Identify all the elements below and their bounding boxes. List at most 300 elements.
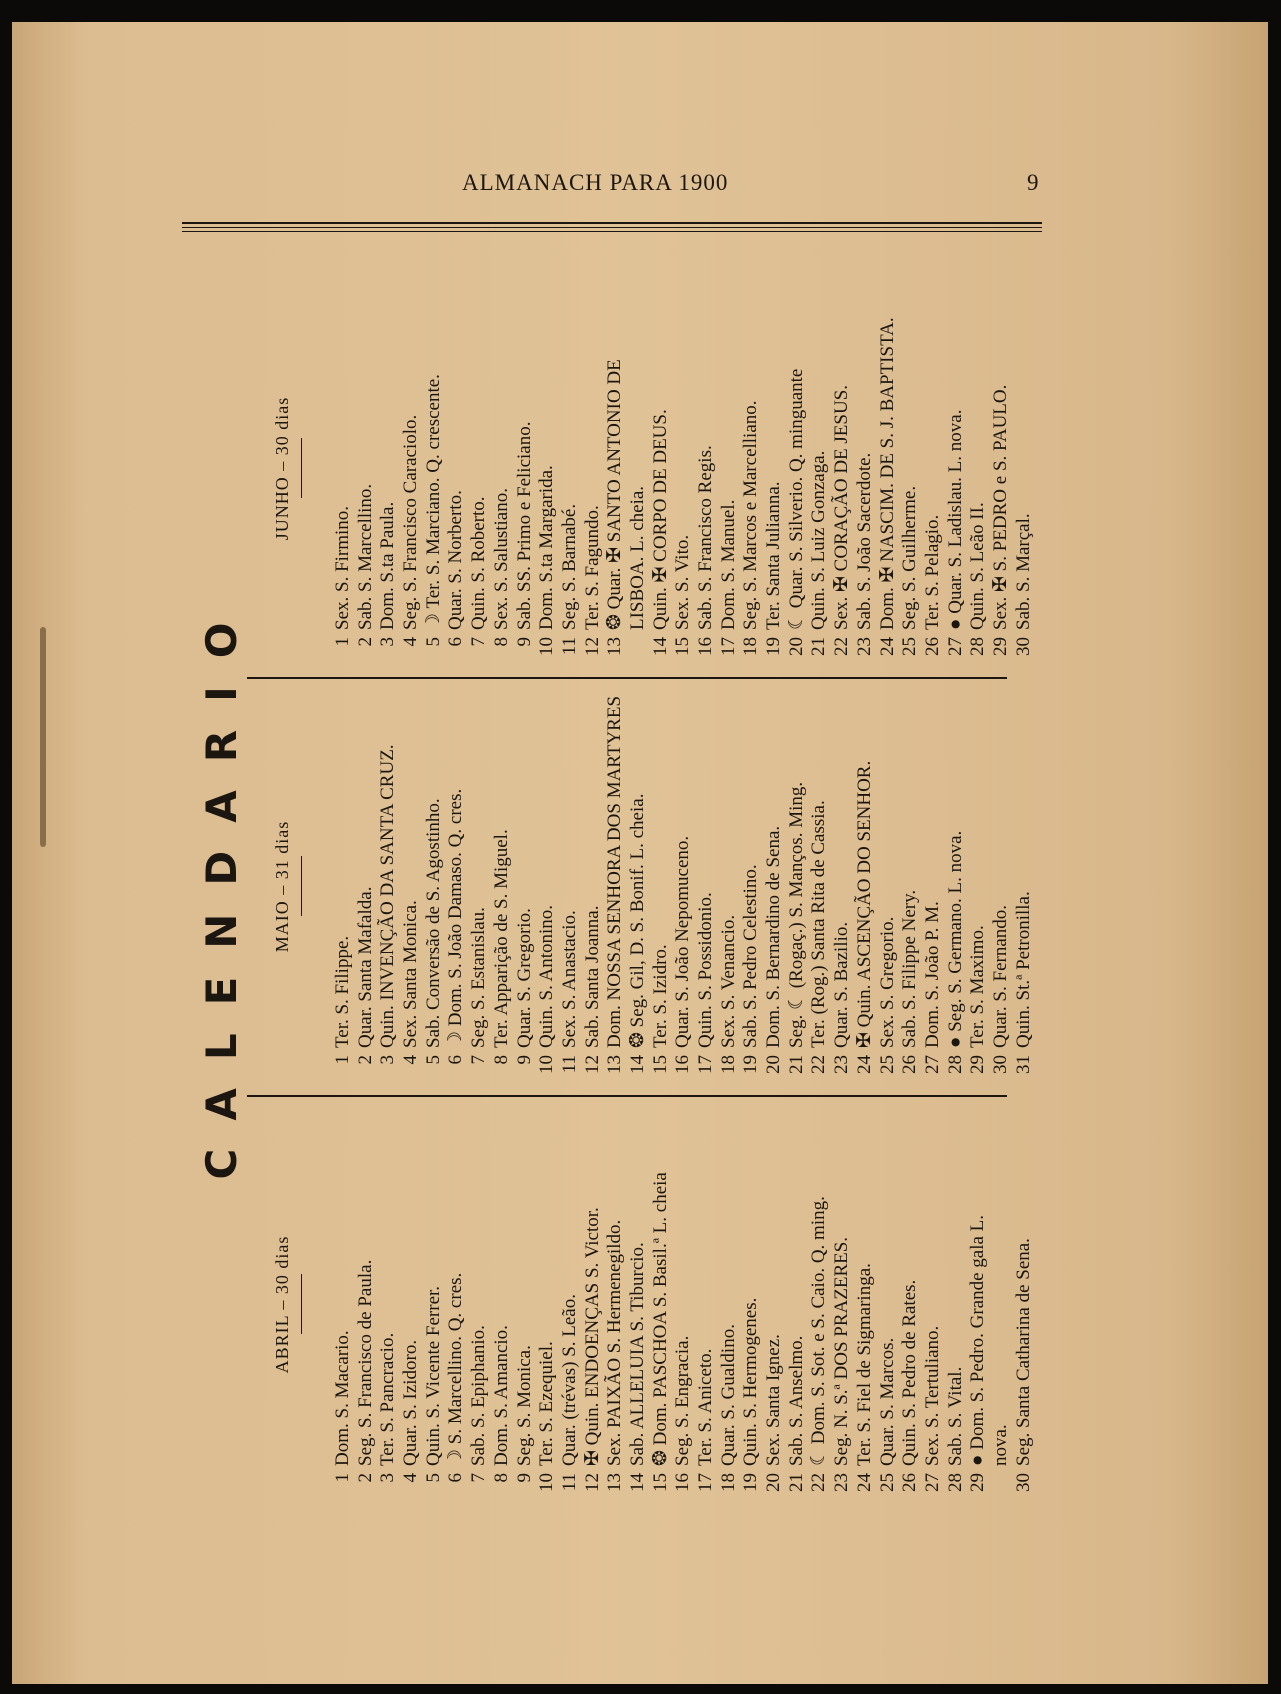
day-entry: Sex. ✠ S. PEDRO e S. PAULO.	[989, 384, 1011, 630]
day-row	[967, 684, 990, 1089]
day-list	[332, 266, 1035, 671]
day-entry: ❂ Seg. Gil, D. S. Bonif. L. cheia.	[626, 793, 648, 1048]
day-entry: Quar. S. Gualdino.	[717, 1324, 739, 1466]
day-number: 4	[400, 1055, 422, 1065]
day-number: 8	[490, 1473, 512, 1483]
day-number: 19	[740, 1055, 762, 1074]
heading-dash	[301, 439, 302, 499]
day-row	[967, 1102, 990, 1507]
day-number: 17	[695, 1473, 716, 1492]
day-entry: Quar. S. Norberto.	[445, 490, 467, 630]
day-entry: ☽ Dom. S. João Damaso. Q. cres.	[445, 788, 467, 1048]
month-name: MAIO – 31 dias	[272, 820, 292, 953]
day-row	[627, 1102, 650, 1507]
calendar-block	[187, 262, 1034, 1512]
day-entry: Sab. S. Filippe Nery.	[899, 889, 921, 1048]
day-row	[468, 1102, 491, 1507]
day-entry: Ter. S. Pelagio.	[921, 514, 943, 630]
month-column-maio	[272, 684, 1034, 1089]
day-row	[945, 1102, 968, 1507]
day-number: 20	[763, 1055, 785, 1074]
day-number: 25	[876, 1055, 898, 1074]
month-name: JUNHO – 30 dias	[272, 396, 292, 541]
day-number: 30	[1012, 1473, 1034, 1492]
day-entry: Sab. S. Francisco Regis.	[695, 445, 716, 630]
day-number: 24	[853, 1055, 875, 1074]
day-entry: Ter. S. Fagundo.	[581, 505, 603, 630]
day-number: 9	[513, 1055, 535, 1065]
day-entry: Seg. N. S.ª DOS PRAZERES.	[831, 1236, 853, 1466]
day-entry: Quin. S. Vicente Ferrer.	[422, 1285, 444, 1466]
day-row	[877, 684, 900, 1089]
day-entry: Dom. S. João P. M.	[921, 901, 943, 1048]
day-entry: Dom. NOSSA SENHORA DOS MARTYRES	[604, 695, 626, 1048]
day-number: 30	[989, 1055, 1011, 1074]
day-number: 13	[604, 1473, 626, 1492]
day-entry: Ter. S. Aniceto.	[695, 1348, 716, 1466]
day-row	[695, 684, 718, 1089]
day-number: 30	[1012, 637, 1034, 656]
day-row	[922, 684, 945, 1089]
day-row	[695, 1102, 718, 1507]
day-entry: Quar. S. Fernando.	[989, 904, 1011, 1048]
day-row	[650, 1102, 673, 1507]
day-row	[423, 1102, 446, 1507]
month-heading	[272, 1102, 332, 1507]
day-number: 10	[536, 1055, 558, 1074]
day-number: 20	[763, 1473, 785, 1492]
month-name: ABRIL – 30 dias	[272, 1235, 292, 1374]
day-row	[945, 684, 968, 1089]
day-number: 23	[831, 1055, 853, 1074]
day-row	[355, 684, 378, 1089]
day-row	[808, 684, 831, 1089]
day-row	[559, 1102, 582, 1507]
day-list	[332, 684, 1035, 1089]
day-entry: Ter. S. Fiel de Sigmaringa.	[853, 1263, 875, 1466]
day-entry: Ter. S. Ezequiel.	[536, 1341, 558, 1466]
day-entry: Quin. ✠ CORPO DE DEUS.	[649, 409, 671, 630]
header-rule	[182, 222, 1042, 224]
day-row	[536, 1102, 559, 1507]
day-entry: Quin. S. Roberto.	[468, 496, 490, 630]
day-list	[332, 1102, 1035, 1507]
day-entry: Seg. S. Barnabé.	[558, 503, 580, 630]
day-row	[377, 1102, 400, 1507]
day-row	[423, 266, 446, 671]
day-row	[445, 266, 468, 671]
day-number: 2	[354, 1055, 376, 1065]
day-row	[582, 266, 605, 671]
day-entry: Quar. S. Gregorio.	[513, 908, 535, 1048]
day-number: 4	[400, 1473, 422, 1483]
day-row	[718, 684, 741, 1089]
day-row	[355, 1102, 378, 1507]
month-column-junho	[272, 266, 1034, 671]
day-entry: Sab. S. Anselmo.	[785, 1335, 807, 1466]
day-row	[377, 266, 400, 671]
day-row	[514, 684, 537, 1089]
day-row	[786, 1102, 809, 1507]
day-number: 26	[899, 1473, 921, 1492]
day-number: 27	[921, 1055, 943, 1074]
day-number: 6	[445, 637, 467, 647]
day-number: 19	[763, 637, 785, 656]
day-number: 9	[513, 1473, 535, 1483]
month-column-abril	[272, 1102, 1034, 1507]
day-entry: ❂ Dom. PASCHOA S. Basil.ª L. cheia	[649, 1172, 671, 1466]
day-number: 13	[604, 637, 626, 656]
day-entry: ☽ S. Marcellino. Q. cres.	[445, 1272, 467, 1466]
day-entry: nova.	[989, 1424, 1011, 1466]
day-entry: Sab. S. João Sacerdote.	[853, 452, 875, 630]
day-entry: Dom. S. Bernardino de Sena.	[763, 825, 785, 1048]
day-row	[967, 266, 990, 671]
day-row	[400, 684, 423, 1089]
day-row	[1013, 684, 1036, 1089]
day-entry: Sex. S. Venancio.	[717, 914, 739, 1048]
day-entry: Ter. S. Pancracio.	[377, 1332, 399, 1466]
running-title: ALMANACH PARA 1900	[462, 170, 729, 195]
day-row	[423, 684, 446, 1089]
day-row	[763, 684, 786, 1089]
day-entry: Ter. S. Filippe.	[332, 935, 353, 1048]
day-entry: Quin. S. Possidonio.	[695, 892, 716, 1048]
day-number: 15	[672, 637, 694, 656]
day-number: 3	[377, 1055, 399, 1065]
day-row	[831, 266, 854, 671]
day-entry: Ter. Apparição de S. Miguel.	[490, 829, 512, 1048]
day-row	[355, 266, 378, 671]
day-number: 16	[672, 1473, 694, 1492]
day-row	[582, 684, 605, 1089]
day-entry: Sab. Santa Joanna.	[581, 905, 603, 1048]
day-number: 25	[876, 1473, 898, 1492]
day-entry: Dom. S.ta Margarida.	[536, 465, 558, 630]
day-number: 28	[967, 637, 989, 656]
day-number: 13	[604, 1055, 626, 1074]
day-row	[491, 266, 514, 671]
day-number: 3	[377, 637, 399, 647]
day-entry: Dom. ✠ NASCIM. DE S. J. BAPTISTA.	[876, 317, 898, 630]
calendar-title: CALENDARIO	[197, 594, 246, 1180]
day-row	[808, 1102, 831, 1507]
day-entry: ✠ Quin. ASCENÇÃO DO SENHOR.	[853, 760, 875, 1048]
day-row	[740, 1102, 763, 1507]
day-number: 31	[1012, 1055, 1034, 1074]
day-entry: Quar. S. Bazilio.	[831, 921, 853, 1048]
day-row	[990, 684, 1013, 1089]
day-entry: Sex. S. Vito.	[672, 534, 694, 630]
day-row	[559, 684, 582, 1089]
day-row	[740, 266, 763, 671]
day-row	[650, 266, 673, 671]
day-entry: ● Quar. S. Ladislau. L. nova.	[944, 409, 966, 630]
day-entry: Sex. S. Anastacio.	[558, 910, 580, 1048]
day-number: 24	[876, 637, 898, 656]
day-row	[332, 1102, 355, 1507]
day-entry: Sab. S. Pedro Celestino.	[740, 864, 762, 1048]
day-row	[514, 266, 537, 671]
day-row	[763, 1102, 786, 1507]
day-number: 15	[649, 1473, 671, 1492]
day-number: 19	[740, 1473, 762, 1492]
day-number: 29	[967, 1473, 989, 1492]
day-row	[1013, 1102, 1036, 1507]
page-number: 9	[1027, 170, 1040, 195]
day-row	[718, 266, 741, 671]
day-row	[854, 684, 877, 1089]
day-entry: Sex. S. Tertuliano.	[921, 1325, 943, 1466]
day-number: 12	[581, 1473, 603, 1492]
day-row	[672, 684, 695, 1089]
day-number: 17	[717, 637, 739, 656]
day-number: 1	[332, 1473, 353, 1483]
day-entry: Sex. S. Firmino.	[332, 505, 353, 630]
day-row	[400, 266, 423, 671]
day-entry: Seg. ☾ (Rogaç.) S. Manços. Ming.	[785, 781, 807, 1048]
day-row	[672, 1102, 695, 1507]
day-row	[377, 684, 400, 1089]
day-entry: Quar. S. Marcos.	[876, 1337, 898, 1466]
day-entry: Sab. S. Epiphanio.	[468, 1325, 490, 1466]
day-entry: Quar. S. João Nepomuceno.	[672, 835, 694, 1048]
day-number: 21	[785, 1473, 807, 1492]
day-row	[854, 1102, 877, 1507]
day-number: 16	[695, 637, 716, 656]
day-row	[808, 266, 831, 671]
day-row	[491, 1102, 514, 1507]
month-heading	[272, 266, 332, 671]
day-row	[468, 266, 491, 671]
column-divider	[247, 677, 1007, 679]
day-number: 27	[921, 1473, 943, 1492]
day-entry: Quar. S. Izidoro.	[400, 1339, 422, 1466]
day-entry: Dom. S. Amancio.	[490, 1325, 512, 1466]
header-rule	[182, 231, 1042, 232]
day-number: 15	[649, 1055, 671, 1074]
day-row	[672, 266, 695, 671]
day-row	[922, 266, 945, 671]
day-entry: Quin. S. Luiz Gonzaga.	[808, 450, 830, 630]
day-entry: Quin. S. Hermogenes.	[740, 1297, 762, 1466]
day-row	[536, 266, 559, 671]
day-row	[445, 1102, 468, 1507]
day-entry: Quin. S. Pedro de Rates.	[899, 1279, 921, 1466]
day-number: 10	[536, 637, 558, 656]
day-row	[695, 266, 718, 671]
day-row	[514, 1102, 537, 1507]
day-entry: Dom. S. Macario.	[332, 1330, 353, 1466]
day-row	[990, 266, 1013, 671]
day-entry: ✠ Quin. ENDOENÇAS S. Victor.	[581, 1207, 603, 1466]
day-entry: Ter. S. Maximo.	[967, 925, 989, 1048]
heading-dash	[301, 1275, 302, 1335]
day-entry: ● Dom. S. Pedro. Grande gala L.	[967, 1214, 989, 1466]
day-entry: Ter. (Rog.) Santa Rita de Cassia.	[808, 800, 830, 1048]
day-number: 23	[831, 1473, 853, 1492]
day-row	[536, 684, 559, 1089]
binding-thread	[40, 627, 46, 847]
day-row	[786, 684, 809, 1089]
day-entry: Seg. S. Guilherme.	[899, 485, 921, 630]
day-number: 14	[649, 637, 671, 656]
day-row	[899, 1102, 922, 1507]
day-number: 2	[354, 637, 376, 647]
day-row	[763, 266, 786, 671]
day-number: 11	[558, 637, 580, 656]
day-row	[468, 684, 491, 1089]
day-entry: Sex. PAIXÃO S. Hermenegildo.	[604, 1219, 626, 1466]
day-number: 23	[853, 637, 875, 656]
day-number: 4	[400, 637, 422, 647]
day-entry: ● Seg. S. Germano. L. nova.	[944, 830, 966, 1048]
day-row	[604, 1102, 627, 1507]
day-row	[854, 266, 877, 671]
column-divider	[247, 1095, 1007, 1097]
day-number: 16	[672, 1055, 694, 1074]
day-number: 5	[422, 1055, 444, 1065]
day-entry: Quar. Santa Mafalda.	[354, 886, 376, 1048]
day-number: 14	[626, 1473, 648, 1492]
day-entry: Dom. S.ta Paula.	[377, 501, 399, 630]
day-entry: Seg. S. Estanislau.	[468, 907, 490, 1048]
day-entry: Seg. S. Francisco Caraciolo.	[400, 414, 422, 630]
day-row	[582, 1102, 605, 1507]
header-rule	[182, 227, 1042, 228]
day-row	[831, 1102, 854, 1507]
day-row	[1013, 266, 1036, 671]
day-entry: Quin. St.ª Petronilla.	[1012, 891, 1034, 1048]
day-row	[445, 684, 468, 1089]
day-number: 1	[332, 637, 353, 647]
day-entry: Sab. S. Vital.	[944, 1366, 966, 1466]
day-entry: Dom. S. Manuel.	[717, 499, 739, 630]
day-number: 25	[899, 637, 921, 656]
day-entry: ☽ Ter. S. Marciano. Q. crescente.	[422, 374, 444, 630]
day-number: 26	[921, 637, 943, 656]
day-number: 12	[581, 637, 603, 656]
day-entry: Seg. S. Monica.	[513, 1345, 535, 1466]
day-row	[627, 684, 650, 1089]
day-entry: Sab. S. Marcellino.	[354, 483, 376, 630]
day-number: 14	[626, 1055, 648, 1074]
day-number: 5	[422, 1473, 444, 1483]
day-number: 10	[536, 1473, 558, 1492]
day-number: 24	[853, 1473, 875, 1492]
day-row	[877, 1102, 900, 1507]
day-row	[877, 266, 900, 671]
day-number: 18	[740, 637, 762, 656]
day-entry: ❂ Quar. ✠ SANTO ANTONIO DE	[604, 359, 626, 630]
day-number: 9	[513, 637, 535, 647]
almanac-page	[12, 22, 1268, 1684]
day-entry: Quar. (trévas) S. Leão.	[558, 1294, 580, 1466]
day-number: 2	[354, 1473, 376, 1483]
day-number: 1	[332, 1055, 353, 1065]
day-entry: Ter. S. Izidro.	[649, 944, 671, 1048]
day-number: 20	[785, 637, 807, 656]
day-row	[627, 266, 650, 671]
day-number: 6	[445, 1055, 467, 1065]
day-entry: LISBOA. L. cheia.	[626, 485, 648, 630]
day-number: 5	[422, 637, 444, 647]
day-entry: ☾ Quar. S. Silverio. Q. minguante	[785, 368, 807, 630]
day-entry: Quin. S. Leão II.	[967, 502, 989, 630]
day-entry: Sex. Santa Ignez.	[763, 1334, 785, 1466]
day-number: 26	[899, 1055, 921, 1074]
day-row	[718, 1102, 741, 1507]
day-entry: Sex. S. Gregorio.	[876, 916, 898, 1048]
day-number: 21	[785, 1055, 807, 1074]
day-number: 7	[468, 1473, 490, 1483]
day-row	[831, 684, 854, 1089]
day-entry: Sex. Santa Monica.	[400, 900, 422, 1048]
day-number: 27	[944, 637, 966, 656]
day-number: 11	[558, 1055, 580, 1074]
day-number: 22	[808, 1055, 830, 1074]
day-entry: Sab. Conversão de S. Agostinho.	[422, 798, 444, 1048]
day-row	[899, 266, 922, 671]
day-row	[786, 266, 809, 671]
day-row	[604, 684, 627, 1089]
day-entry: Seg. Santa Catharina de Sena.	[1012, 1238, 1034, 1466]
day-row	[990, 1102, 1013, 1507]
day-row	[491, 684, 514, 1089]
day-entry: ☾ Dom. S. Sot. e S. Caio. Q. ming.	[808, 1196, 830, 1466]
day-row	[899, 684, 922, 1089]
day-row	[740, 684, 763, 1089]
day-number: 17	[695, 1055, 716, 1074]
heading-dash	[301, 857, 302, 917]
day-number: 29	[967, 1055, 989, 1074]
day-row	[332, 684, 355, 1089]
day-number: 18	[717, 1473, 739, 1492]
day-number: 8	[490, 1055, 512, 1065]
day-number: 28	[944, 1055, 966, 1074]
day-row	[332, 266, 355, 671]
day-number: 6	[445, 1473, 467, 1483]
day-row	[400, 1102, 423, 1507]
day-row	[650, 684, 673, 1089]
day-entry: Sab. SS. Primo e Feliciano.	[513, 421, 535, 630]
day-entry: Quin. INVENÇÃO DA SANTA CRUZ.	[377, 744, 399, 1048]
day-number: 11	[558, 1473, 580, 1492]
day-number: 8	[490, 637, 512, 647]
day-row	[945, 266, 968, 671]
day-row	[559, 266, 582, 671]
day-entry: Seg. S. Engracia.	[672, 1335, 694, 1466]
day-number: 29	[989, 637, 1011, 656]
day-entry: Sab. ALLELUIA S. Tiburcio.	[626, 1242, 648, 1466]
day-number: 12	[581, 1055, 603, 1074]
month-heading	[272, 684, 332, 1089]
day-number: 22	[808, 1473, 830, 1492]
day-number: 28	[944, 1473, 966, 1492]
day-number: 18	[717, 1055, 739, 1074]
day-entry: Ter. Santa Julianna.	[763, 481, 785, 630]
day-number: 21	[808, 637, 830, 656]
day-entry: Sex. ✠ CORAÇÃO DE JESUS.	[831, 384, 853, 630]
day-entry: Sex. S. Salustiano.	[490, 488, 512, 630]
day-entry: Seg. S. Marcos e Marcelliano.	[740, 400, 762, 630]
day-row	[922, 1102, 945, 1507]
day-entry: Sab. S. Marçal.	[1012, 513, 1034, 630]
day-number: 7	[468, 637, 490, 647]
day-entry: Seg. S. Francisco de Paula.	[354, 1259, 376, 1466]
day-number: 22	[831, 637, 853, 656]
page-header	[12, 170, 1268, 200]
